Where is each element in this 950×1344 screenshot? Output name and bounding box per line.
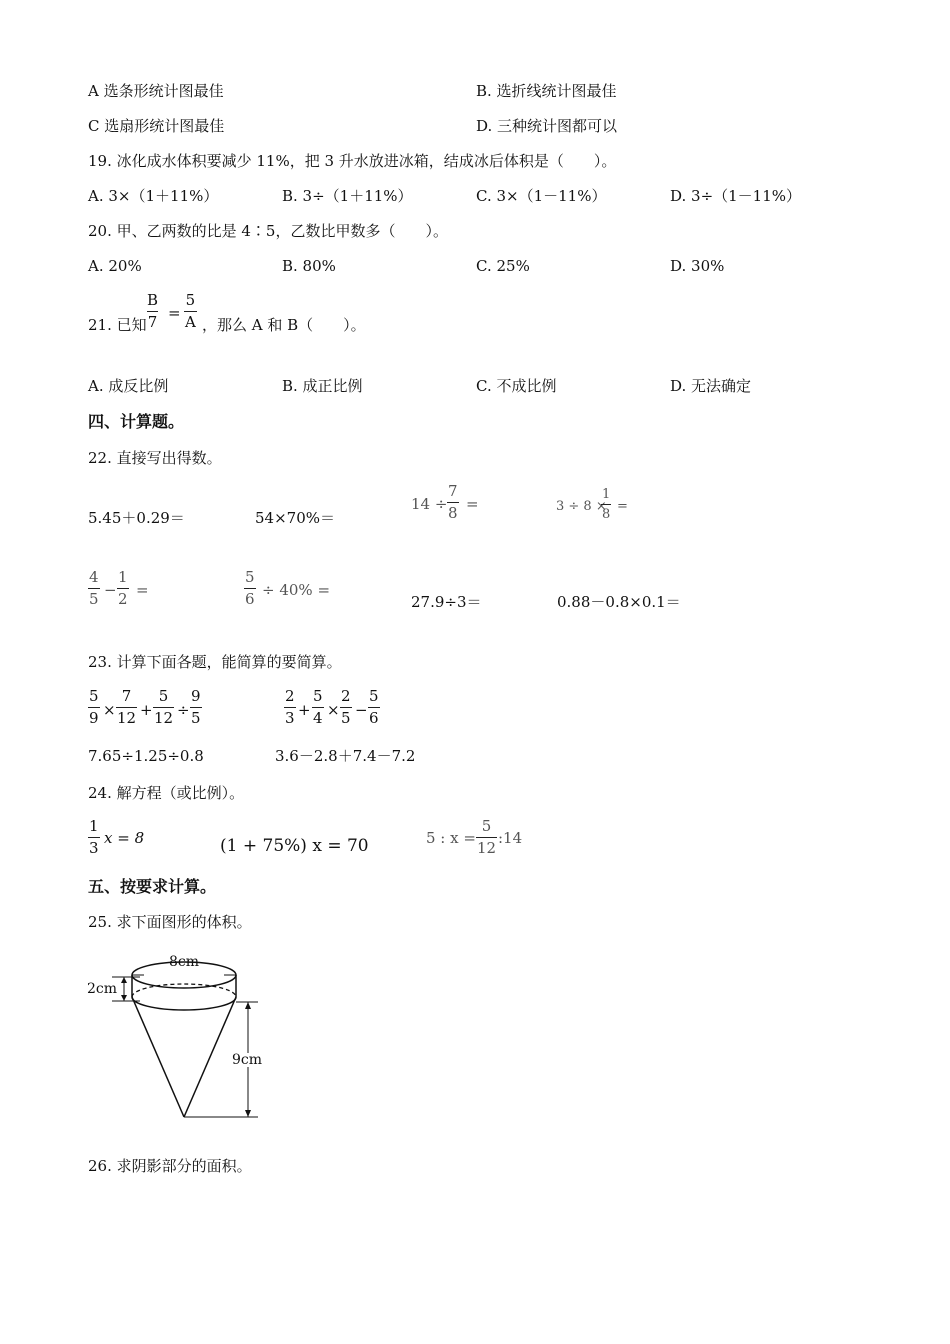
q21-option-a: A. 成反比例 <box>88 377 169 395</box>
q23-a-den-1: 9 <box>89 709 99 727</box>
q21-frac1-denominator: 7 <box>147 313 158 331</box>
q22-e5-numerator-2: 1 <box>118 568 128 586</box>
q18-option-d: D. 三种统计图都可以 <box>476 117 618 135</box>
q23-b-den-3: 5 <box>341 709 351 727</box>
q20-option-c: C. 25% <box>476 257 530 275</box>
q22-expr-3-right: = <box>466 495 479 513</box>
q21-option-b: B. 成正比例 <box>282 377 363 395</box>
q24-a-denominator: 3 <box>89 839 99 857</box>
q22-expr-6-frac <box>244 570 256 607</box>
dim-2cm-arrow-down <box>121 995 127 1001</box>
q22-e5-denominator-1: 5 <box>89 590 99 608</box>
q23-a-op-2: + <box>140 701 153 719</box>
q23-stem: 23. 计算下面各题，能简算的要简算。 <box>88 653 342 671</box>
cone-left-slant <box>132 997 184 1117</box>
q23-a-den-2: 12 <box>117 709 137 727</box>
q19-option-a: A. 3×（1＋11%） <box>88 187 219 205</box>
q23-expr-c: 7.65÷1.25÷0.8 <box>88 747 204 765</box>
q23-a-num-4: 9 <box>191 687 201 705</box>
q22-expr-4-left: 3 ÷ 8 × <box>556 499 607 514</box>
q22-expr-5-frac-b <box>117 570 129 607</box>
section-4-title: 四、计算题。 <box>88 412 185 431</box>
q23-a-num-3: 5 <box>158 687 169 705</box>
q24-c-left: 5 : x = <box>426 829 476 847</box>
q22-expr-5-equals: = <box>136 581 149 599</box>
q23-b-den-4: 6 <box>369 709 379 727</box>
q23-b-op-3: − <box>355 701 368 719</box>
q18-option-c: C 选扇形统计图最佳 <box>88 117 225 135</box>
q24-c-numerator: 5 <box>481 817 492 835</box>
q20-option-d: D. 30% <box>670 257 725 275</box>
q23-b-op-1: + <box>298 701 311 719</box>
q23-b-den-1: 3 <box>285 709 295 727</box>
q19-option-b: B. 3÷（1＋11%） <box>282 187 413 205</box>
cylinder-bottom-front-arc <box>132 997 236 1010</box>
q21-frac1-numerator: B <box>147 291 159 309</box>
q20-option-a: A. 20% <box>88 257 142 275</box>
section-5-title: 五、按要求计算。 <box>88 877 217 896</box>
q23-a-frac-1 <box>88 689 100 726</box>
q22-expr-6-right: ÷ 40% = <box>262 581 331 599</box>
q21-suffix: ，那么 A 和 B（ ）。 <box>202 316 366 334</box>
q19-stem: 19. 冰化成水体积要减少 11%，把 3 升水放进冰箱，结成冰后体积是（ ）。 <box>88 152 617 170</box>
q22-e6-numerator: 5 <box>245 568 255 586</box>
q18-option-a: A 选条形统计图最佳 <box>88 82 224 100</box>
q23-b-frac-3 <box>340 689 352 726</box>
cylinder-bottom-back-arc <box>132 984 236 997</box>
q21-option-d: D. 无法确定 <box>670 377 752 395</box>
q21-frac2-denominator: A <box>185 313 196 331</box>
q23-b-den-2: 4 <box>313 709 323 727</box>
q25-cylinder-cone-figure <box>80 945 280 1125</box>
q25-label-cylinder-height: 2cm <box>87 981 118 997</box>
q23-b-frac-1 <box>284 689 296 726</box>
q22-expr-3-fraction <box>447 484 459 521</box>
q23-a-num-1: 5 <box>89 687 99 705</box>
q22-expr-4-fraction <box>601 488 611 521</box>
q22-expr-2: 54×70%＝ <box>255 509 335 527</box>
q19-option-c: C. 3×（1－11%） <box>476 187 607 205</box>
q22-e5-denominator-2: 2 <box>118 590 128 608</box>
q22-stem: 22. 直接写出得数。 <box>88 449 222 467</box>
q22-expr-8: 0.88－0.8×0.1＝ <box>557 593 681 611</box>
q23-b-num-1: 2 <box>285 687 295 705</box>
q22-expr-5-op: − <box>104 581 117 599</box>
q25-stem: 25. 求下面图形的体积。 <box>88 913 252 931</box>
q24-c-denominator: 12 <box>477 839 497 857</box>
q24-stem: 24. 解方程（或比例）。 <box>88 784 245 802</box>
q22-e4-numerator: 1 <box>602 487 611 502</box>
q23-a-op-3: ÷ <box>177 701 190 719</box>
q25-label-cone-height: 9cm <box>232 1052 263 1068</box>
q22-expr-1: 5.45＋0.29＝ <box>88 509 185 527</box>
q21-prefix: 21. 已知 <box>88 316 147 334</box>
q19-option-d: D. 3÷（1－11%） <box>670 187 802 205</box>
q23-b-op-2: × <box>327 701 340 719</box>
q23-b-num-3: 2 <box>341 687 351 705</box>
dim-2cm-arrow-up <box>121 977 127 983</box>
q23-expr-d: 3.6－2.8＋7.4－7.2 <box>275 747 416 765</box>
q22-expr-4-right: = <box>617 499 628 514</box>
q22-e4-denominator: 8 <box>601 504 611 521</box>
q23-b-frac-4 <box>368 689 380 726</box>
q18-option-b: B. 选折线统计图最佳 <box>476 82 617 100</box>
q24-b-equation: (1 + 75%) x = 70 <box>220 836 369 856</box>
q22-expr-7: 27.9÷3＝ <box>411 593 482 611</box>
q24-a-frac <box>88 819 100 856</box>
q23-b-num-2: 5 <box>313 687 323 705</box>
q21-fraction-b-over-7 <box>146 293 159 330</box>
q24-c-frac <box>476 819 497 856</box>
q21-equals: = <box>168 304 181 322</box>
q21-option-c: C. 不成比例 <box>476 377 557 395</box>
dim-9cm-arrow-up <box>245 1002 251 1009</box>
q22-e5-numerator-1: 4 <box>89 568 99 586</box>
q22-expr-5-frac-a <box>88 570 100 607</box>
q25-label-diameter: 8cm <box>169 954 200 970</box>
q22-e6-denominator: 6 <box>245 590 255 608</box>
q24-a-rest: x = 8 <box>104 829 145 847</box>
q22-e3-numerator: 7 <box>448 482 458 500</box>
q23-a-den-3: 12 <box>154 709 174 727</box>
q23-a-frac-3 <box>153 689 174 726</box>
q22-e3-denominator: 8 <box>448 504 458 522</box>
q24-c-right: :14 <box>498 829 523 847</box>
q20-option-b: B. 80% <box>282 257 336 275</box>
q23-b-num-4: 5 <box>369 687 379 705</box>
q21-frac2-numerator: 5 <box>185 291 196 309</box>
cone-right-slant <box>184 997 236 1117</box>
q23-b-frac-2 <box>312 689 324 726</box>
q21-fraction-5-over-a <box>184 293 197 330</box>
dim-9cm-arrow-down <box>245 1110 251 1117</box>
q23-a-op-1: × <box>103 701 116 719</box>
q20-stem: 20. 甲、乙两数的比是 4∶5，乙数比甲数多（ ）。 <box>88 222 448 240</box>
q23-a-frac-2 <box>116 689 137 726</box>
q22-expr-3-left: 14 ÷ <box>411 495 448 513</box>
q23-a-frac-4 <box>190 689 202 726</box>
q23-a-den-4: 5 <box>191 709 201 727</box>
q24-a-numerator: 1 <box>89 817 99 835</box>
q26-stem: 26. 求阴影部分的面积。 <box>88 1157 252 1175</box>
q23-a-num-2: 7 <box>121 687 132 705</box>
